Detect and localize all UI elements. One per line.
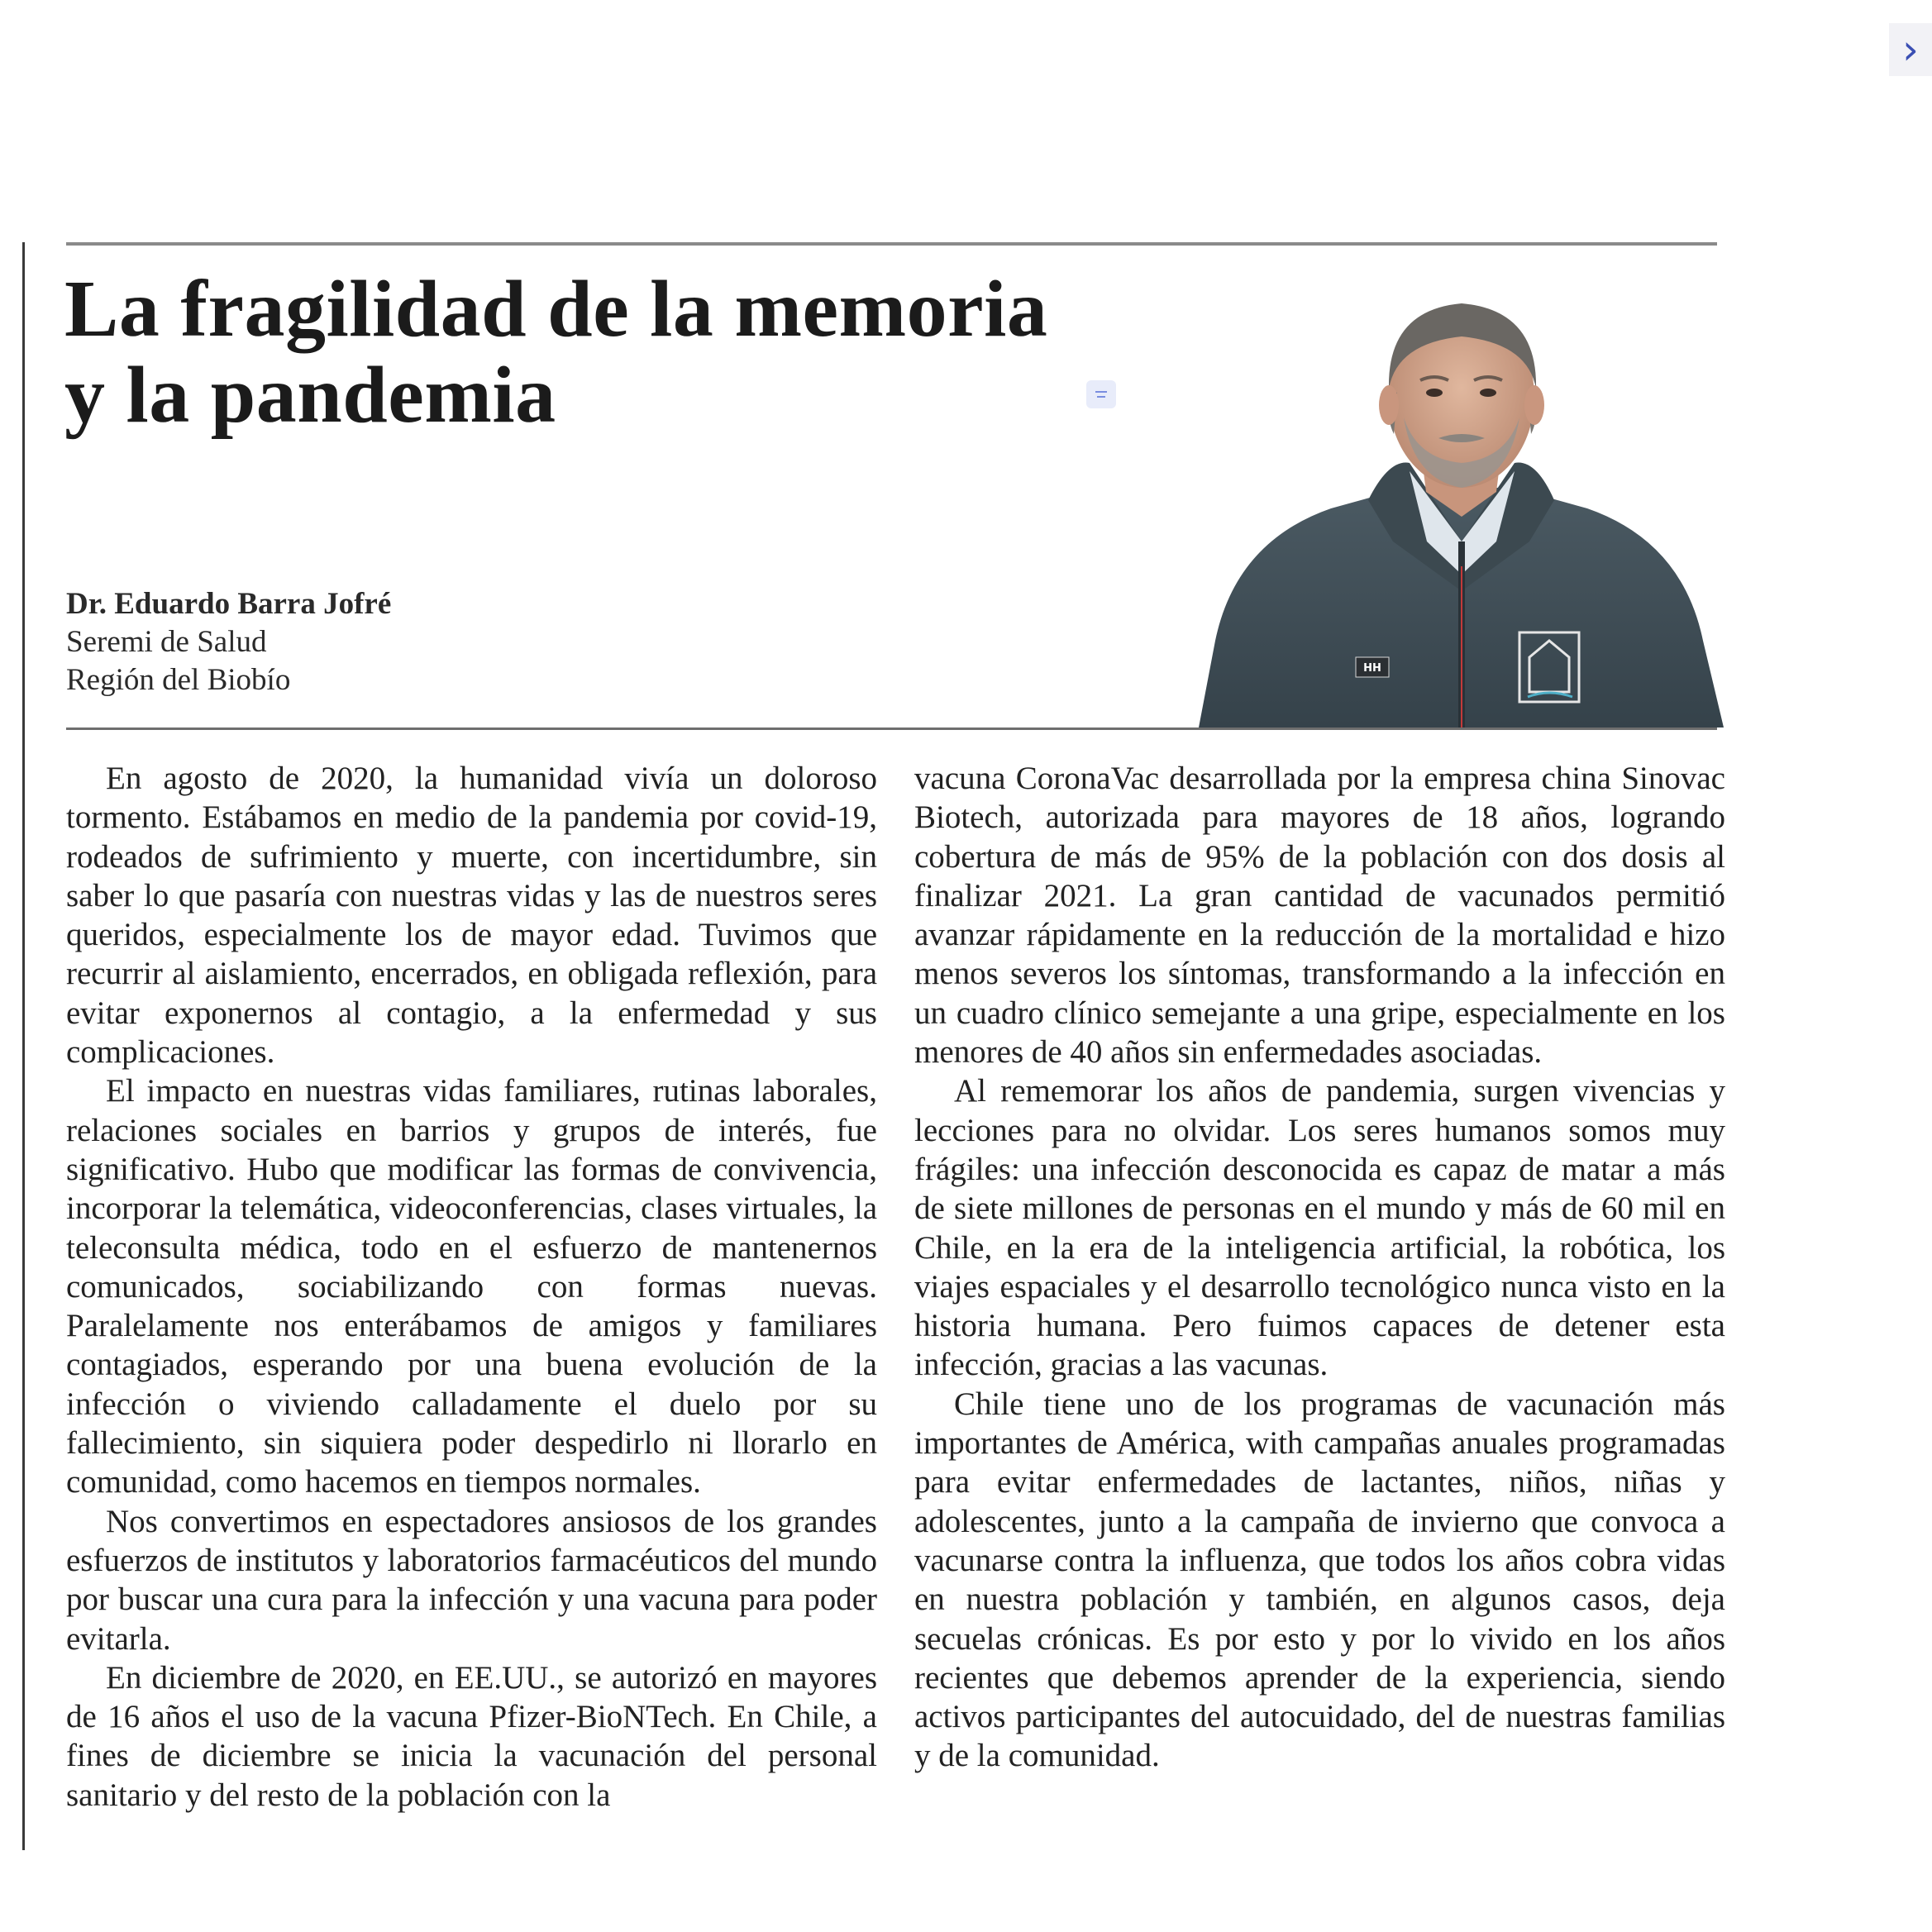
byline [66,585,391,699]
paragraph-continued: vacuna CoronaVac desarrollada por la empresa china Sinovac Biotech, autorizada para mayores de 18 años, logrando cobertura de más de 95% de la población con dos dosis al finalizar 2021. La gran cantidad de vacunados permitió avanzar rápidamente en la reducción de la mortalidad e hizo menos severos los síntomas, transformando a la infección en un cuadro clínico semejante a una gripe, especialmente en los menores de 40 años sin enfermedades asociadas. [914,761,1725,1071]
article-divider [66,727,1717,730]
headline-line-2: y la pandemia [64,351,556,440]
paragraph: Nos convertimos en espectadores ansiosos de los grandes esfuerzos de institutos y laboratorios farmacéuticos del mundo por buscar una cura para la infección y una vacuna para poder evitarla. [66,1503,877,1657]
paragraph: Chile tiene uno de los programas de vacunación más importantes de América, with campañas anuales programadas para evitar enfermedades de lactantes, niños, niñas y adolescentes, junto a la campaña de invierno que convoca a vacunarse contra la influenza, que todos los años cobra vidas en nuestra población y también, en algunos casos, deja secuelas crónicas. Es por esto y por lo vivido en los años recientes que debemos aprender de la experiencia, siendo activos participantes del autocuidado, del de nuestras familias y de la comunidad. [914,1386,1725,1774]
author-name: Dr. Eduardo Barra Jofré [66,587,392,621]
author-role: Seremi de Salud [66,625,267,659]
article-top-rule [66,242,1717,246]
paragraph: El impacto en nuestras vidas familiares, rutinas laborales, relaciones sociales en barrios y grupos de interés, fue significativo. Hubo que modificar las formas de convivencia, incorporar la telemática, videoconferencias, clases virtuales, la teleconsulta médica, todo en el esfuerzo de mantenernos comunicados, sociabilizando con formas nuevas. Paralelamente nos enterábamos de amigos y familiares contagiados, esperando por una buena evolución de la infección o viviendo calladamente el duelo por su fallecimiento, sin siquiera poder despedirlo ni llorarlo en comunidad, como hacemos en tiempos normales. [66,1073,877,1500]
headline-line-1: La fragilidad de la memoria [64,265,1048,354]
author-region: Región del Biobío [66,663,291,697]
article-column-1 [66,759,877,1815]
article-headline [64,266,1139,438]
paragraph: En agosto de 2020, la humanidad vivía un doloroso tormento. Estábamos en medio de la pandemia por covid-19, rodeados de sufrimiento y muerte, con incertidumbre, sin saber lo que pasaría con nuestras vidas y las de nuestros seres queridos, especialmente los de mayor edad. Tuvimos que recurrir al aislamiento, encerrados, en obligada reflexión, para evitar exponernos al contagio, a la enfermedad y sus complicaciones. [66,761,877,1071]
article-column-2 [914,759,1725,1776]
paragraph: En diciembre de 2020, en EE.UU., se autorizó en mayores de 16 años el uso de la vacuna Pfizer-BioNTech. En Chile, a fines de diciembre se inicia la vacunación del personal sanitario y del resto de la población con la [66,1659,877,1813]
page-left-border [22,242,25,1850]
paragraph: Al rememorar los años de pandemia, surgen vivencias y lecciones para no olvidar. Los seres humanos somos muy frágiles: una infección desconocida es capaz de matar a más de siete millones de personas en el mundo y más de 60 mil en Chile, en la era de la inteligencia artificial, la robótica, los viajes espaciales y el desarrollo tecnológico nunca visto en la historia humana. Pero fuimos capaces de detener esta infección, gracias a las vacunas. [914,1073,1725,1383]
author-portrait [1199,293,1724,727]
jacket-logo-text: HH [1363,662,1381,675]
chevron-right-icon: › [1902,26,1919,74]
next-page-button[interactable] [1889,23,1932,76]
